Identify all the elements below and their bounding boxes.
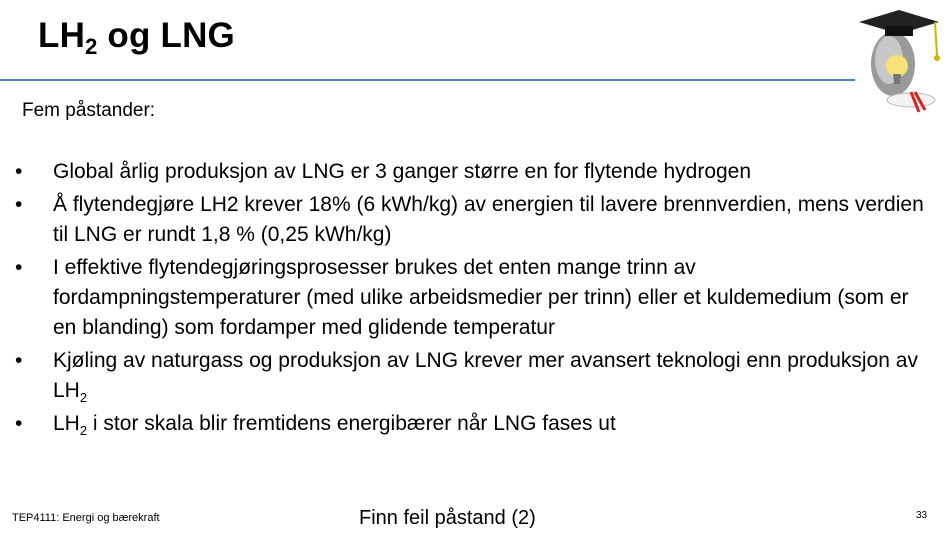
claims-list: [0, 157, 930, 442]
graduation-lightbulb-icon: [853, 4, 943, 116]
footer-course: TEP4111: Energi og bærekraft: [12, 512, 160, 524]
list-item: [0, 253, 930, 343]
bullet-marker: •: [15, 349, 23, 372]
claim-text: Global årlig produksjon av LNG er 3 ganger større en for flytende hydrogen: [53, 160, 752, 183]
list-item: [0, 346, 930, 406]
claim-text: Å flytendegjøre LH2 krever 18% (6 kWh/kg) av energien til lavere brennverdien, mens verdien til LNG er rundt 1,8 % (0,25 kWh/kg): [53, 193, 924, 246]
claim-text: I effektive flytendegjøringsprosesser brukes det enten mange trinn av fordampningstemperaturer (med ulike arbeidsmedier per trinn) eller et kuldemedium (som er en blanding) som fordamper med glidende temperatur: [53, 256, 909, 339]
intro-text: Fem påstander:: [22, 100, 156, 121]
list-item: [0, 190, 930, 250]
claim-subscript: 2: [79, 423, 88, 438]
bullet-marker: •: [15, 160, 23, 183]
title-underline: [0, 79, 855, 81]
bullet-marker: •: [15, 412, 23, 435]
page-number: 33: [916, 510, 928, 521]
claim-text: LH: [53, 412, 80, 435]
claim-text: Kjøling av naturgass og produksjon av LNG krever mer avansert teknologi enn produksjon av LH: [53, 349, 918, 402]
claim-text-after: i stor skala blir fremtidens energibærer når LNG fases ut: [87, 412, 616, 435]
claim-subscript: 2: [79, 390, 88, 405]
footer-question: Finn feil påstand (2): [359, 507, 536, 529]
bullet-marker: •: [15, 193, 23, 216]
title-subscript: 2: [85, 34, 98, 59]
slide-title: [38, 18, 235, 58]
title-rest: og LNG: [97, 16, 235, 55]
list-item: [0, 157, 930, 187]
list-item: [0, 409, 930, 439]
bullet-marker: •: [15, 256, 23, 279]
title-main: LH: [38, 16, 86, 55]
